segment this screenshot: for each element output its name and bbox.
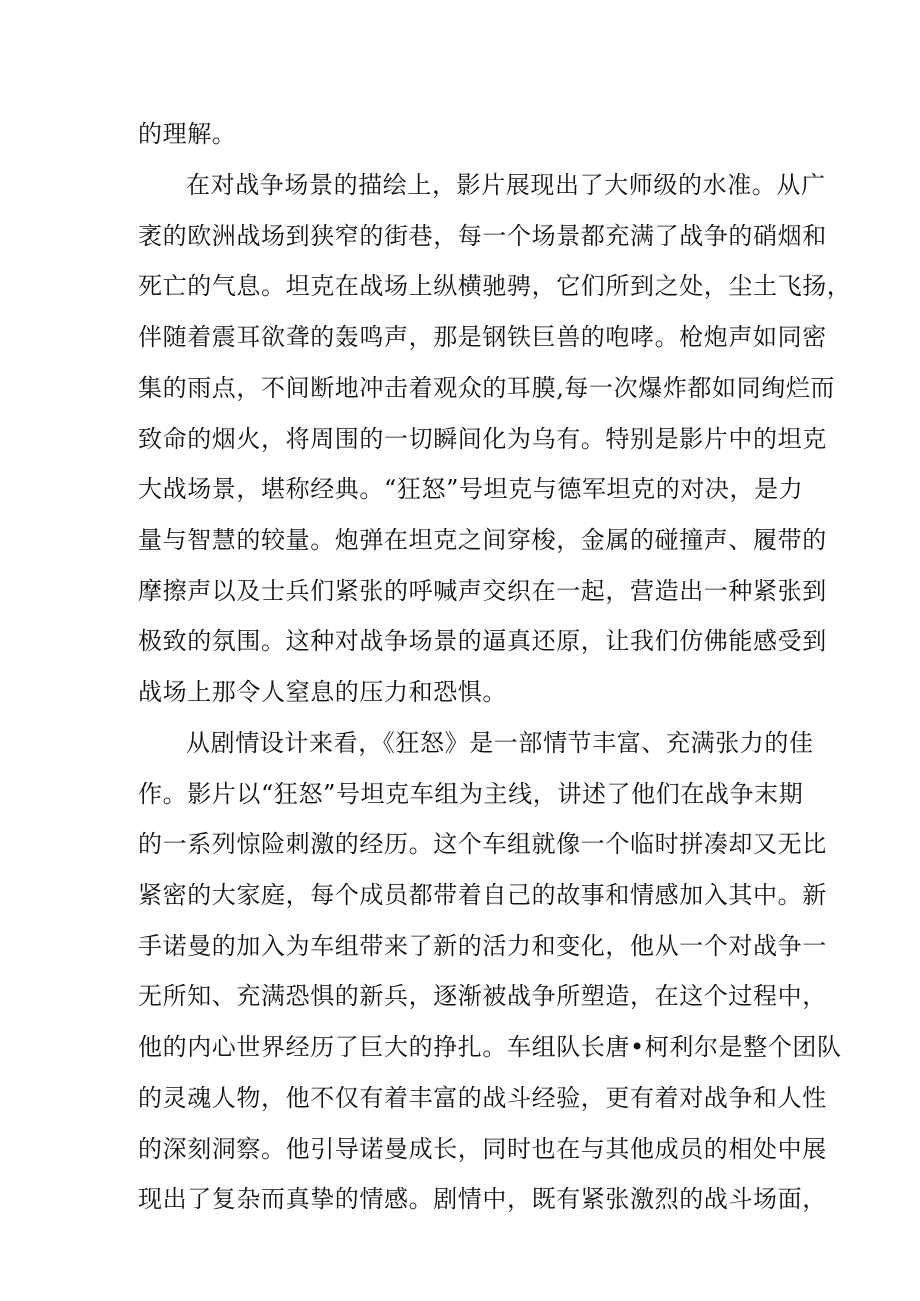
text-line: 现出了复杂而真挚的情感。剧情中，既有紧张激烈的战斗场面， [138, 1185, 827, 1213]
text-line: 手诺曼的加入为车组带来了新的活力和变化，他从一个对战争一 [138, 932, 827, 960]
text-line: 作。影片以“狂怒”号坦克车组为主线，讲述了他们在战争末期 [138, 780, 804, 808]
paragraph-start-line: 在对战争场景的描绘上，影片展现出了大师级的水准。从广 [186, 171, 826, 199]
text-line: 袤的欧洲战场到狭窄的街巷，每一个场景都充满了战争的硝烟和 [138, 222, 827, 250]
text-line: 大战场景，堪称经典。“狂怒”号坦克与德军坦克的对决，是力 [138, 475, 804, 503]
text-line: 致命的烟火，将周围的一切瞬间化为乌有。特别是影片中的坦克 [138, 425, 827, 453]
text-line: 他的内心世界经历了巨大的挣扎。车组队长唐•柯利尔是整个团队 [138, 1033, 842, 1061]
text-line: 伴随着震耳欲聋的轰鸣声，那是钢铁巨兽的咆哮。枪炮声如同密 [138, 323, 827, 351]
text-line: 的深刻洞察。他引导诺曼成长，同时也在与其他成员的相处中展 [138, 1135, 827, 1163]
text-line: 死亡的气息。坦克在战场上纵横驰骋，它们所到之处，尘土飞扬， [138, 272, 852, 300]
text-line: 极致的氛围。这种对战争场景的逼真还原，让我们仿佛能感受到 [138, 627, 827, 655]
text-line: 集的雨点，不间断地冲击着观众的耳膜,每一次爆炸都如同绚烂而 [138, 374, 836, 402]
text-line: 无所知、充满恐惧的新兵，逐渐被战争所塑造，在这个过程中， [138, 982, 827, 1010]
text-line: 战场上那令人窒息的压力和恐惧。 [138, 678, 507, 706]
text-line: 的灵魂人物，他不仅有着丰富的战斗经验，更有着对战争和人性 [138, 1084, 827, 1112]
text-line: 摩擦声以及士兵们紧张的呼喊声交织在一起，营造出一种紧张到 [138, 577, 827, 605]
text-line: 紧密的大家庭，每个成员都带着自己的故事和情感加入其中。新 [138, 881, 827, 909]
text-line: 的一系列惊险刺激的经历。这个车组就像一个临时拼凑却又无比 [138, 830, 827, 858]
paragraph-start-line: 从剧情设计来看，《狂怒》是一部情节丰富、充满张力的佳 [186, 729, 814, 757]
text-line: 的理解。 [138, 120, 237, 148]
text-line: 量与智慧的较量。炮弹在坦克之间穿梭，金属的碰撞声、履带的 [138, 526, 827, 554]
